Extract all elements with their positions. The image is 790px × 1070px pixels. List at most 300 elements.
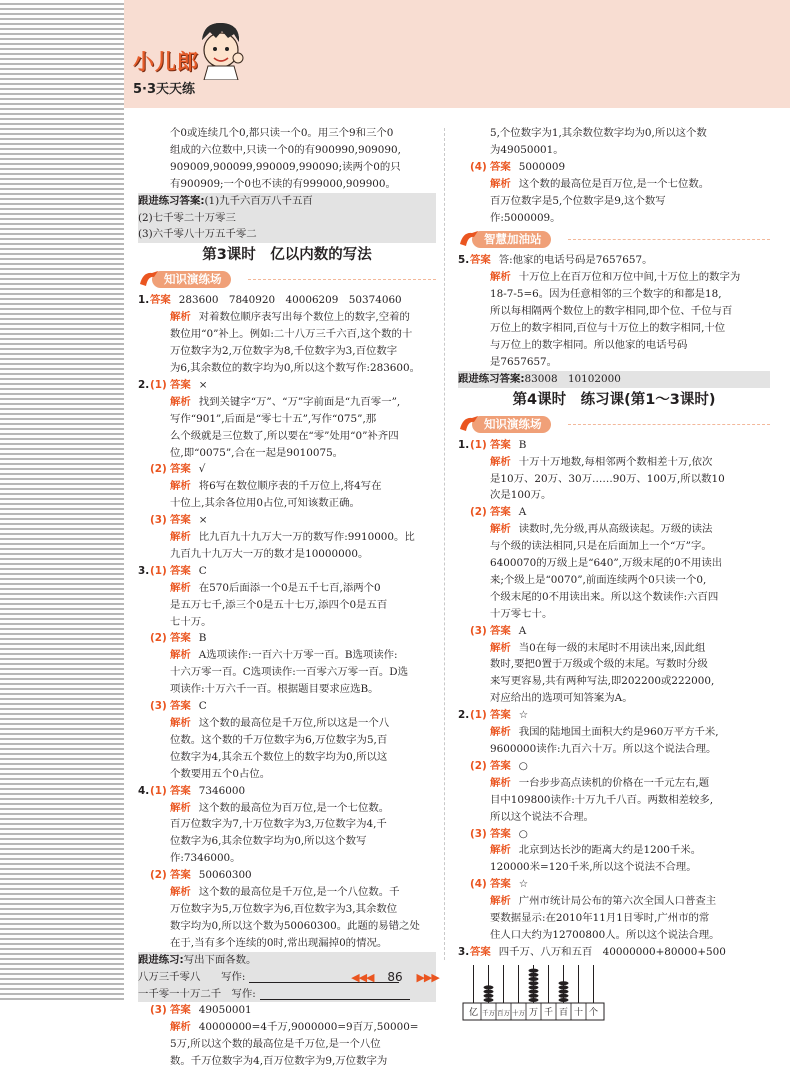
line-text: 这个数的最高位是千万位,所以这是一个八: [198, 717, 390, 729]
line-text: 这个数的最高位是百万位,是一个七位数。: [518, 177, 710, 190]
line-text: 答:他家的电话号码是7657657。: [498, 254, 653, 267]
line-text: 写作“901”,后面是“零七十五”,写作“075”,那: [170, 412, 377, 425]
page-margin-stripes: [0, 0, 124, 1000]
text-line: [138, 546, 436, 563]
analysis-tag: 解析: [490, 271, 511, 284]
sub-question-number: (2): [470, 506, 487, 519]
abacus-bead: [484, 989, 494, 993]
text-line: [458, 606, 770, 623]
answer-tag: 答案: [490, 624, 511, 637]
abacus-bead: [559, 985, 569, 989]
text-line: [458, 927, 770, 944]
answer-tag: 答案: [170, 632, 191, 645]
analysis-tag: 解析: [170, 311, 191, 324]
line-text: 位,即“0075”,合在一起是9010075。: [170, 446, 344, 459]
answer-tag: 答案: [490, 438, 511, 451]
analysis-tag: 解析: [170, 717, 191, 729]
text-line: [458, 910, 770, 927]
text-line: [138, 1019, 436, 1036]
text-line: [138, 360, 436, 377]
answer-tag: 答案: [170, 784, 191, 797]
line-text: 十六万零一百。C选项读作:一百零六万零一百。D选: [170, 666, 408, 679]
line-text: (1)九千六百万八千五百: [204, 194, 313, 207]
text-line: [458, 521, 770, 538]
right-column: [458, 125, 770, 1021]
section-bar: [138, 268, 436, 290]
answer-tag: 答案: [490, 709, 511, 722]
abacus-bead: [559, 989, 569, 993]
line-text: ☆: [518, 709, 529, 722]
text-line: [458, 555, 770, 572]
mascot-icon: [194, 18, 246, 80]
line-text: 八万三千零八 写作:: [138, 970, 246, 983]
line-text: 位数字为6,其余位数字均为0,所以这个数写: [170, 835, 367, 848]
analysis-tag: 解析: [490, 455, 511, 468]
practice-label: 跟进练习答案:: [138, 194, 205, 207]
text-line: [458, 707, 770, 724]
text-line: [458, 842, 770, 859]
sub-question-number: (2): [150, 632, 167, 645]
analysis-tag: 解析: [490, 177, 511, 190]
text-line: [458, 876, 770, 893]
practice-label: 跟进练习答案:: [458, 372, 525, 385]
sub-question-number: (1): [470, 438, 487, 451]
line-text: 读数时,先分级,再从高级读起。万级的读法: [518, 523, 713, 536]
answer-tag: 答案: [170, 564, 191, 577]
line-text: 次是100万。: [490, 489, 552, 502]
abacus-label: 百: [558, 1007, 569, 1018]
line-text: C: [198, 700, 207, 713]
line-text: 项读作:十万六千一百。根据题目要求应选B。: [170, 683, 379, 696]
text-line: [458, 176, 770, 193]
text-line: [458, 354, 770, 371]
text-line: [138, 1053, 436, 1070]
abacus-bead: [484, 994, 494, 998]
analysis-tag: 解析: [170, 395, 191, 408]
line-text: 是五万七千,添三个0是五十七万,添四个0是五百: [170, 598, 388, 611]
sub-question-number: (1): [150, 564, 167, 577]
line-text: 找到关键字“万”、“万”字前面是“九百零一”,: [198, 395, 401, 408]
logo-title: 小儿郎: [133, 50, 199, 74]
line-text: 是7657657。: [490, 355, 558, 368]
text-line: [138, 125, 436, 142]
answer-tag: 答案: [170, 869, 191, 882]
line-text: 个级末尾的0不用读出来。所以这个数读作:六百四: [490, 590, 719, 603]
practice-line: [138, 210, 436, 227]
line-text: 数位用“0”补上。例如:二十八万三千六百,这个数的十: [170, 328, 413, 341]
line-text: 万位上的数字相同,百位与十万位上的数字相同,十位: [490, 322, 726, 335]
line-text: 5,个位数字为1,其余数位数字均为0,所以这个数: [490, 127, 707, 139]
text-line: [138, 326, 436, 343]
text-line: [458, 269, 770, 286]
question-number: 3.: [138, 564, 150, 577]
line-text: 来写更容易,共有两种写法,即202200或222000,: [490, 675, 715, 688]
line-text: 有900909;一个0也不读的有999000,909900。: [170, 177, 396, 190]
text-line: [138, 377, 436, 394]
text-line: [458, 673, 770, 690]
text-line: [138, 783, 436, 800]
analysis-tag: 解析: [170, 801, 191, 814]
line-text: 广州市统计局公布的第六次全国人口普查主: [518, 895, 717, 908]
text-line: [458, 944, 770, 961]
line-text: 是10万、20万、30万……90万、100万,所以数10: [490, 472, 725, 485]
line-text: A: [518, 506, 527, 519]
text-line: [138, 800, 436, 817]
abacus-label: 十: [573, 1007, 584, 1018]
text-line: [138, 850, 436, 867]
abacus-label: 百万: [497, 1008, 510, 1017]
sub-question-number: (1): [150, 784, 167, 797]
line-text: 与万位上的数字相同。所以他家的电话号码: [490, 338, 688, 351]
abacus-bead: [529, 994, 539, 998]
text-line: [458, 454, 770, 471]
sub-question-number: (2): [470, 759, 487, 772]
question-number: 4.: [138, 784, 150, 797]
sub-question-number: (1): [470, 709, 487, 722]
answer-tag: 答案: [150, 294, 171, 307]
left-column: [138, 125, 439, 1070]
text-line: [458, 656, 770, 673]
answer-tag: 答案: [170, 1004, 191, 1017]
text-line: [458, 792, 770, 809]
line-text: 一台步步高点读机的价格在一千元左右,题: [518, 776, 710, 789]
text-line: [138, 478, 436, 495]
abacus-bead: [529, 985, 539, 989]
line-text: 作:5000009。: [490, 211, 561, 224]
lesson-heading: 第3课时 亿以内数的写法: [202, 247, 372, 264]
line-text: 对应给出的选项可知答案为A。: [490, 692, 633, 705]
line-text: (3)六千零八十万五千零二: [138, 228, 257, 241]
text-line: [138, 698, 436, 715]
text-line: [138, 647, 436, 664]
practice-label: 跟进练习:: [138, 953, 184, 966]
sub-question-number: (3): [150, 700, 167, 713]
line-text: 283600 7840920 40006209 50374060: [178, 294, 402, 307]
text-line: [138, 563, 436, 580]
text-line: [458, 437, 770, 454]
analysis-tag: 解析: [490, 895, 511, 908]
line-text: 住人口大约为12700800人。所以这个说法合理。: [490, 928, 720, 941]
line-text: 当0在每一级的末尾时不用读出来,因此组: [518, 641, 706, 654]
practice-line: [138, 226, 436, 243]
text-line: [458, 286, 770, 303]
text-line: [138, 597, 436, 614]
text-line: [458, 320, 770, 337]
analysis-tag: 解析: [490, 523, 511, 536]
question-number: 1.: [458, 438, 470, 451]
line-text: 6400070的万级上是“640”,万级末尾的0不用读出: [490, 557, 723, 570]
text-line: [138, 681, 436, 698]
practice-line: [458, 371, 770, 388]
text-line: [138, 766, 436, 783]
section-title: 知识演练场: [472, 416, 551, 433]
line-text: 比九百九十九万大一万的数写作:9910000。比: [198, 531, 415, 544]
text-line: [458, 303, 770, 320]
line-text: 在570后面添一个0是五千七百,添两个0: [198, 581, 381, 594]
text-line: [458, 826, 770, 843]
line-text: 位数字为4,其余五个数位上的数字均为0,所以这: [170, 750, 388, 763]
page-number: 86: [387, 970, 403, 984]
text-line: [138, 394, 436, 411]
line-text: √: [198, 463, 206, 476]
text-line: [138, 715, 436, 732]
text-line: [458, 623, 770, 640]
answer-tag: 答案: [490, 160, 511, 173]
line-text: 所以每相隔两个数位上的数字相同,即个位、千位与百: [490, 305, 733, 318]
text-line: [138, 512, 436, 529]
logo-subtitle: 5·3天天练: [133, 82, 196, 97]
text-line: [138, 732, 436, 749]
text-line: [458, 741, 770, 758]
text-line: [458, 589, 770, 606]
abacus-label: 十万: [512, 1008, 525, 1017]
line-text: 个0或连续几个0,都只读一个0。用三个9和三个0: [170, 127, 394, 139]
sub-question-number: (4): [470, 160, 487, 173]
text-line: [138, 176, 436, 193]
line-text: 与个级的读法相同,只是在后面加上一个“万”字。: [490, 540, 712, 553]
text-line: [138, 159, 436, 176]
next-arrows-icon: ▶▶▶: [416, 971, 439, 984]
line-text: 这个数的最高位为百万位,是一个七位数。: [198, 801, 390, 814]
answer-tag: 答案: [490, 506, 511, 519]
answer-tag: 答案: [490, 759, 511, 772]
line-text: 5000009: [518, 160, 566, 173]
sub-question-number: (3): [150, 1004, 167, 1017]
line-text: B: [198, 632, 207, 645]
line-text: 为6,其余数位的数字均为0,所以这个数写作:283600。: [170, 361, 421, 374]
section-bar: [458, 413, 770, 435]
line-text: A: [518, 624, 527, 637]
line-text: 909009,900099,990009,990090;读两个0的只: [170, 160, 401, 173]
line-text: 百万位数字为7,十万位数字为3,万位数字为4,千: [170, 818, 387, 831]
lesson-heading: 第4课时 练习课(第1～3课时): [512, 391, 716, 408]
abacus-label: 万: [528, 1007, 539, 1018]
text-line: [138, 495, 436, 512]
abacus-label: 亿: [468, 1007, 479, 1018]
analysis-tag: 解析: [170, 649, 191, 662]
line-text: 一千零一十万二千 写作:: [138, 987, 256, 1000]
abacus-bead: [529, 989, 539, 993]
line-text: 组成的六位数中,只读一个0的有900990,909090,: [170, 143, 401, 156]
text-line: [458, 471, 770, 488]
text-line: [458, 159, 770, 176]
line-text: 要数据显示:在2010年11月1日零时,广州市的常: [490, 912, 710, 925]
text-line: [458, 125, 770, 142]
question-number: 2.: [138, 378, 150, 391]
line-text: 百万位数字是5,个位数字是9,这个数写: [490, 194, 666, 207]
abacus-bead: [484, 985, 494, 989]
sub-question-number: (2): [150, 869, 167, 882]
text-line: [458, 538, 770, 555]
analysis-tag: 解析: [490, 726, 511, 739]
line-text: 十万零七十。: [490, 607, 553, 620]
text-line: [138, 411, 436, 428]
prev-arrows-icon: ◀◀◀: [351, 971, 374, 984]
section-rule: [568, 239, 770, 240]
text-line: [458, 690, 770, 707]
line-text: 万位数字为2,万位数字为8,千位数字为3,百位数字: [170, 345, 398, 358]
text-line: [138, 1002, 436, 1019]
question-number: 5.: [458, 254, 470, 267]
text-line: [138, 1036, 436, 1053]
text-line: [138, 580, 436, 597]
line-text: 40000000=4千万,9000000=9百万,50000=: [198, 1021, 419, 1034]
line-text: 作:7346000。: [170, 852, 241, 865]
text-line: [138, 630, 436, 647]
line-text: 四千万、八万和五百 40000000+80000+500: [498, 945, 726, 958]
line-text: ☆: [518, 878, 529, 891]
text-line: [138, 309, 436, 326]
question-number: 3.: [458, 945, 470, 958]
analysis-tag: 解析: [170, 531, 191, 544]
text-line: [458, 193, 770, 210]
answer-tag: 答案: [170, 463, 191, 476]
line-text: 数。千万位数字为4,百万位数字为9,万位数字为: [170, 1055, 388, 1068]
text-line: [458, 504, 770, 521]
text-line: [138, 935, 436, 952]
abacus-label: 个: [588, 1007, 599, 1018]
line-text: 这个数的最高位是千万位,是一个八位数。千: [198, 886, 400, 899]
text-line: [138, 833, 436, 850]
section-title: 知识演练场: [152, 271, 231, 288]
line-text: 目中109800读作:十万九千八百。两数相差较多,: [490, 793, 714, 806]
practice-line: [138, 952, 436, 969]
line-text: 49050001: [198, 1004, 252, 1017]
line-text: 十位上,其余各位用0占位,可知该数正确。: [170, 497, 360, 510]
analysis-tag: 解析: [490, 641, 511, 654]
line-text: 83008 10102000: [524, 372, 621, 385]
abacus-bead: [559, 994, 569, 998]
text-line: [138, 918, 436, 935]
answer-tag: 答案: [170, 700, 191, 713]
analysis-tag: 解析: [170, 1021, 191, 1034]
text-line: [458, 572, 770, 589]
text-line: [138, 884, 436, 901]
line-text: 万位数字为5,万位数字为6,百位数字为3,其余数位: [170, 902, 398, 915]
text-line: [138, 816, 436, 833]
line-text: 我国的陆地国土面积大约是960万平方千米,: [518, 726, 719, 739]
line-text: 来;个级上是“0070”,前面连续两个0只读一个0,: [490, 573, 707, 586]
section-rule: [568, 424, 770, 425]
text-line: [138, 529, 436, 546]
analysis-tag: 解析: [170, 886, 191, 899]
line-text: 将6写在数位顺序表的千万位上,将4写在: [198, 480, 382, 493]
text-line: [458, 142, 770, 159]
text-line: [458, 859, 770, 876]
column-separator: [444, 128, 445, 960]
answer-tag: 答案: [490, 878, 511, 891]
text-line: [458, 775, 770, 792]
text-line: [138, 461, 436, 478]
line-text: ○: [518, 759, 528, 772]
line-text: 9600000读作:九百六十万。所以这个说法合理。: [490, 743, 717, 755]
brush-stroke-icon: [458, 228, 480, 250]
text-line: [458, 809, 770, 826]
text-line: [458, 252, 770, 269]
text-line: [458, 724, 770, 741]
text-line: [458, 210, 770, 227]
line-text: 十万十万地数,每相邻两个数相差十万,依次: [518, 455, 713, 468]
text-line: [458, 640, 770, 657]
text-line: [138, 428, 436, 445]
line-text: 北京到达长沙的距离大约是1200千米。: [518, 844, 702, 857]
text-line: [138, 901, 436, 918]
line-text: 在于,当有多个连续的0时,常出现漏掉0的情况。: [170, 936, 388, 949]
page-footer: [0, 970, 790, 984]
abacus-label: 千: [543, 1007, 554, 1018]
question-number: 1.: [138, 294, 150, 307]
text-line: [458, 487, 770, 504]
text-line: [138, 867, 436, 884]
line-text: 写出下面各数。: [183, 953, 257, 966]
line-text: A选项读作:一百六十万零一百。B选项读作:: [198, 649, 398, 662]
analysis-tag: 解析: [170, 581, 191, 594]
line-text: 50060300: [198, 869, 252, 882]
line-text: 对着数位顺序表写出每个数位上的数字,空着的: [198, 311, 410, 324]
text-line: [458, 758, 770, 775]
text-line: [138, 445, 436, 462]
answer-tag: 答案: [490, 827, 511, 840]
text-line: [138, 292, 436, 309]
line-text: 七十万。: [170, 615, 212, 628]
practice-line: [138, 193, 436, 210]
answer-blank: [260, 987, 410, 1000]
line-text: 个数要用五个0占位。: [170, 767, 271, 780]
line-text: 120000米=120千米,所以这个说法不合理。: [490, 861, 697, 874]
analysis-tag: 解析: [170, 480, 191, 493]
line-text: 7346000: [198, 784, 246, 797]
answer-tag: 答案: [170, 378, 191, 391]
sub-question-number: (3): [470, 624, 487, 637]
line-text: 九百九十九万大一万的数才是10000000。: [170, 547, 369, 560]
section-rule: [248, 279, 436, 280]
abacus-label: 千万: [482, 1008, 495, 1017]
sub-question-number: (1): [150, 378, 167, 391]
text-line: [138, 664, 436, 681]
line-text: ×: [198, 378, 208, 391]
line-text: 数字均为0,所以这个数为50060300。此题的易错之处: [170, 919, 420, 932]
text-line: [138, 749, 436, 766]
analysis-tag: 解析: [490, 844, 511, 857]
section-bar: [458, 228, 770, 250]
brush-stroke-icon: [458, 413, 480, 435]
line-text: 十万位上在百万位和万位中间,十万位上的数字为: [518, 271, 741, 284]
text-line: [138, 614, 436, 631]
text-line: [138, 343, 436, 360]
sub-question-number: (3): [470, 827, 487, 840]
sub-question-number: (2): [150, 463, 167, 476]
analysis-tag: 解析: [490, 776, 511, 789]
line-text: C: [198, 564, 207, 577]
answer-tag: 答案: [170, 514, 191, 527]
answer-tag: 答案: [470, 254, 491, 267]
line-text: 为49050001。: [490, 143, 564, 156]
sub-question-number: (3): [150, 514, 167, 527]
text-line: [458, 893, 770, 910]
line-text: B: [518, 438, 527, 451]
line-text: ×: [198, 514, 208, 527]
question-number: 2.: [458, 709, 470, 722]
line-text: 5万,所以这个数的最高位是千万位,是一个八位: [170, 1038, 381, 1051]
line-text: (2)七千零二十万零三: [138, 211, 236, 224]
text-line: [138, 142, 436, 159]
answer-tag: 答案: [470, 945, 491, 958]
line-text: ○: [518, 827, 528, 840]
section-title: 智慧加油站: [472, 231, 551, 248]
line-text: 位数。这个数的千万位数字为6,万位数字为5,百: [170, 733, 388, 746]
sub-question-number: (4): [470, 878, 487, 891]
line-text: 么个级就是三位数了,所以要在“零”处用“0”补齐四: [170, 429, 399, 442]
